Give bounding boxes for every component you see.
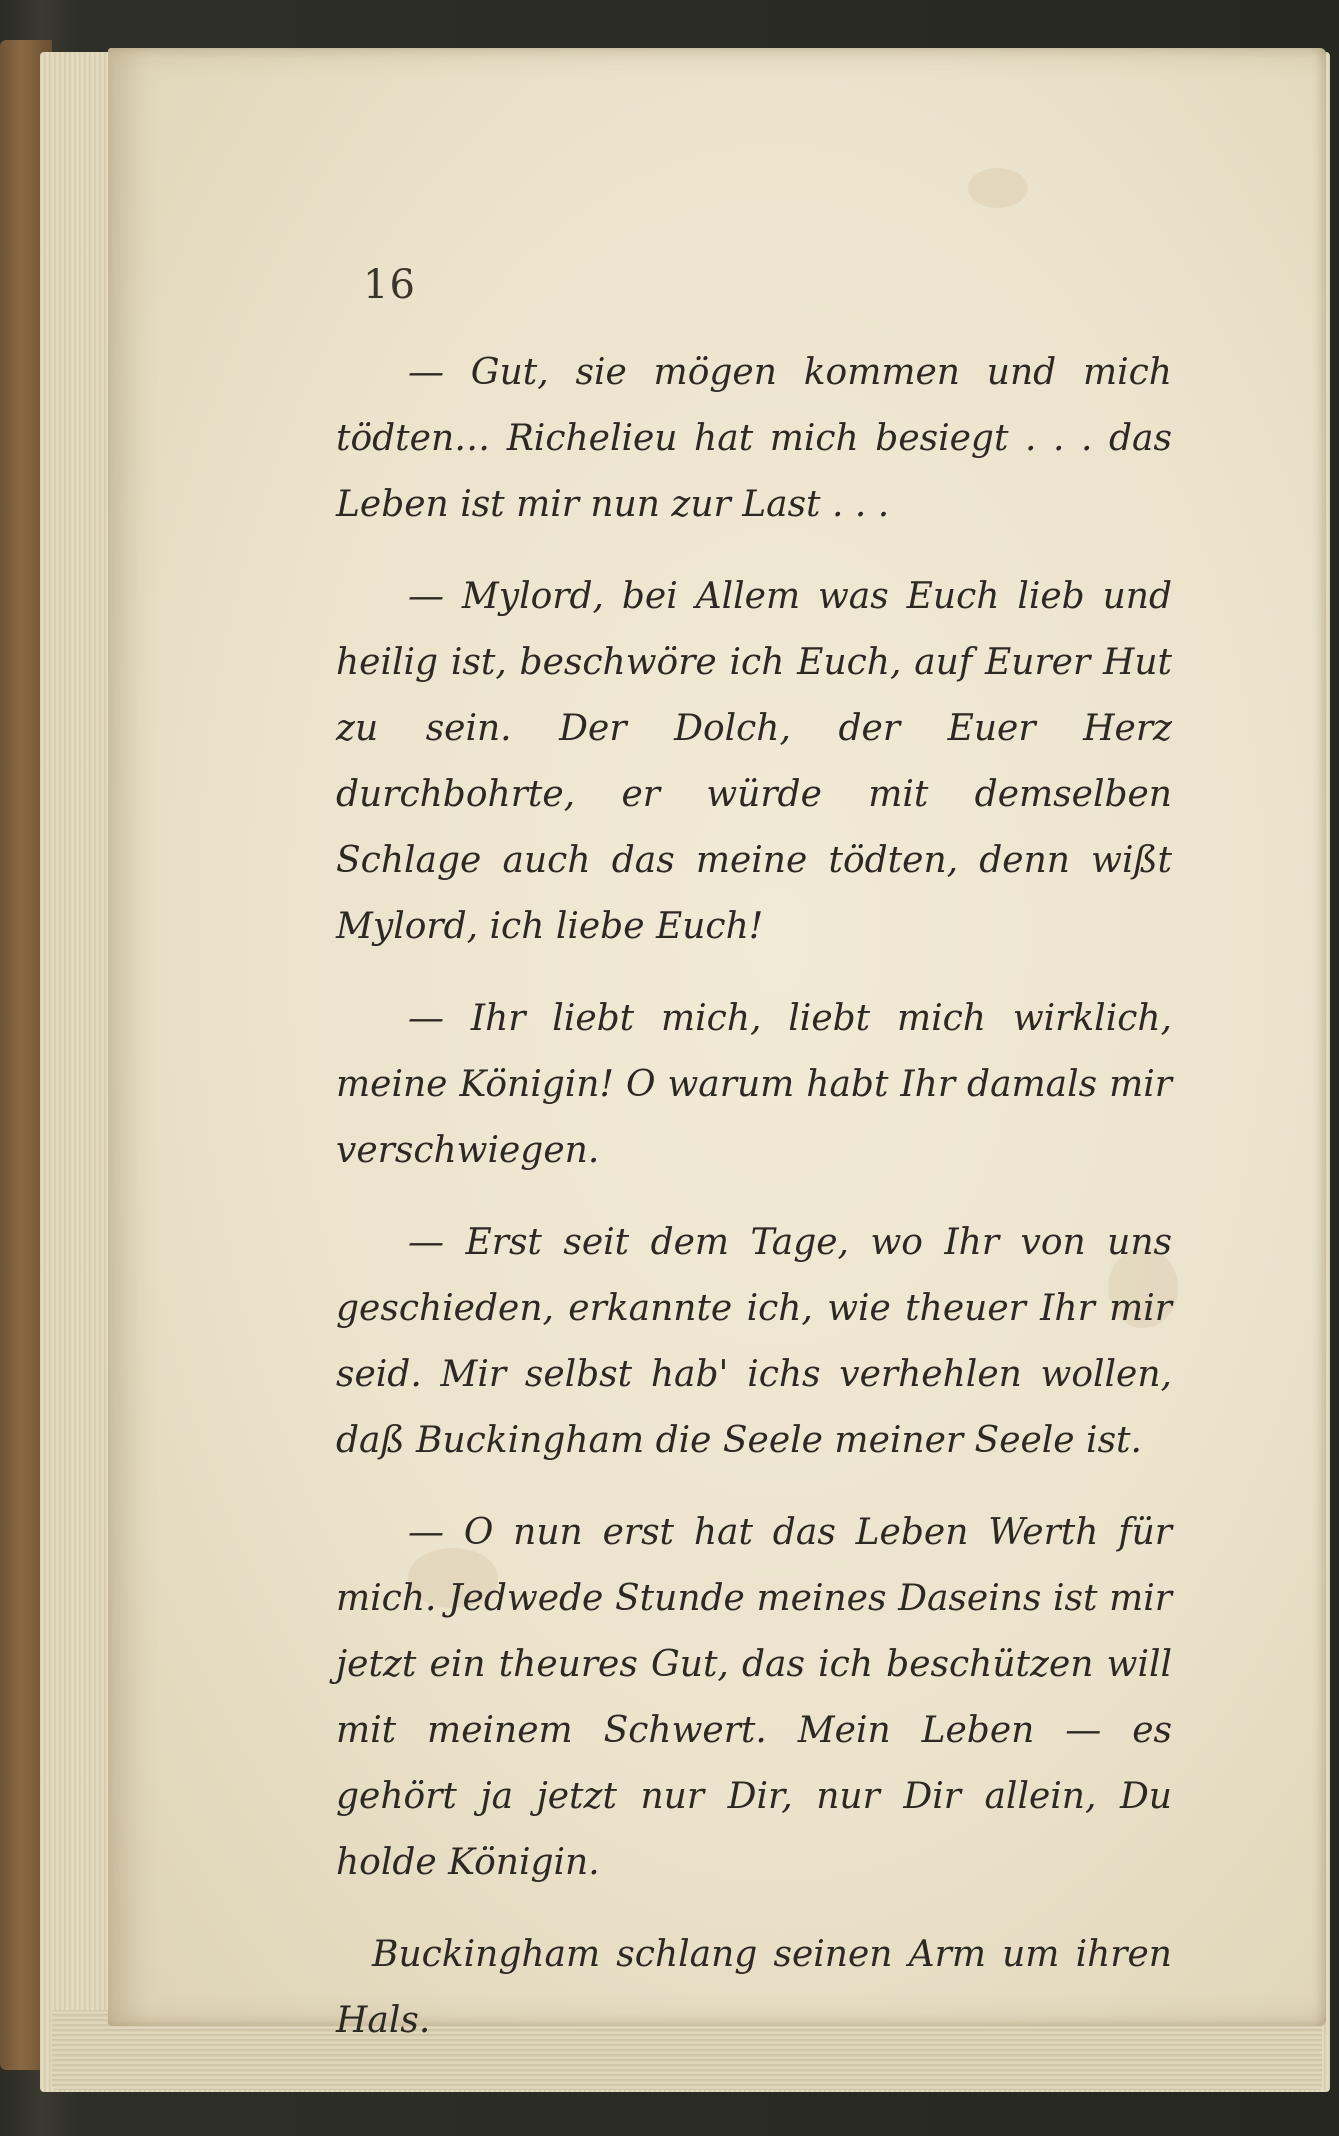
page-number: 16 [363,262,416,308]
paragraph: Buckingham schlang seinen Arm um ihren Hals. [336,1934,1172,2041]
paragraph: — Ihr liebt mich, liebt mich wirklich, meine Königin! O warum habt Ihr damals mir verschwiegen. [336,998,1172,1171]
paragraph: — Mylord, bei Allem was Euch lieb und heilig ist, beschwöre ich Euch, auf Eurer Hut zu sein. Der Dolch, der Euer Herz durchbohrte, er würde mit demselben Schlage auch das meine tödten, denn wißt Mylord, ich liebe Euch! [336,576,1172,947]
page-text [336,340,1172,2080]
paragraph: — Gut, sie mögen kommen und mich tödten… Richelieu hat mich besiegt . . . das Leben ist mir nun zur Last . . . [336,352,1172,525]
page-stain [968,168,1028,208]
paragraph: — O nun erst hat das Leben Werth für mich. Jedwede Stunde meines Daseins ist mir jetzt ein theures Gut, das ich beschützen will mit meinem Schwert. Mein Leben — es gehört ja jetzt nur Dir, nur Dir allein, Du holde Königin. [336,1512,1172,1883]
paragraph: — Erst seit dem Tage, wo Ihr von uns geschieden, erkannte ich, wie theuer Ihr mir seid. Mir selbst hab' ichs verhehlen wollen, daß Buckingham die Seele meiner Seele ist. [336,1222,1172,1461]
